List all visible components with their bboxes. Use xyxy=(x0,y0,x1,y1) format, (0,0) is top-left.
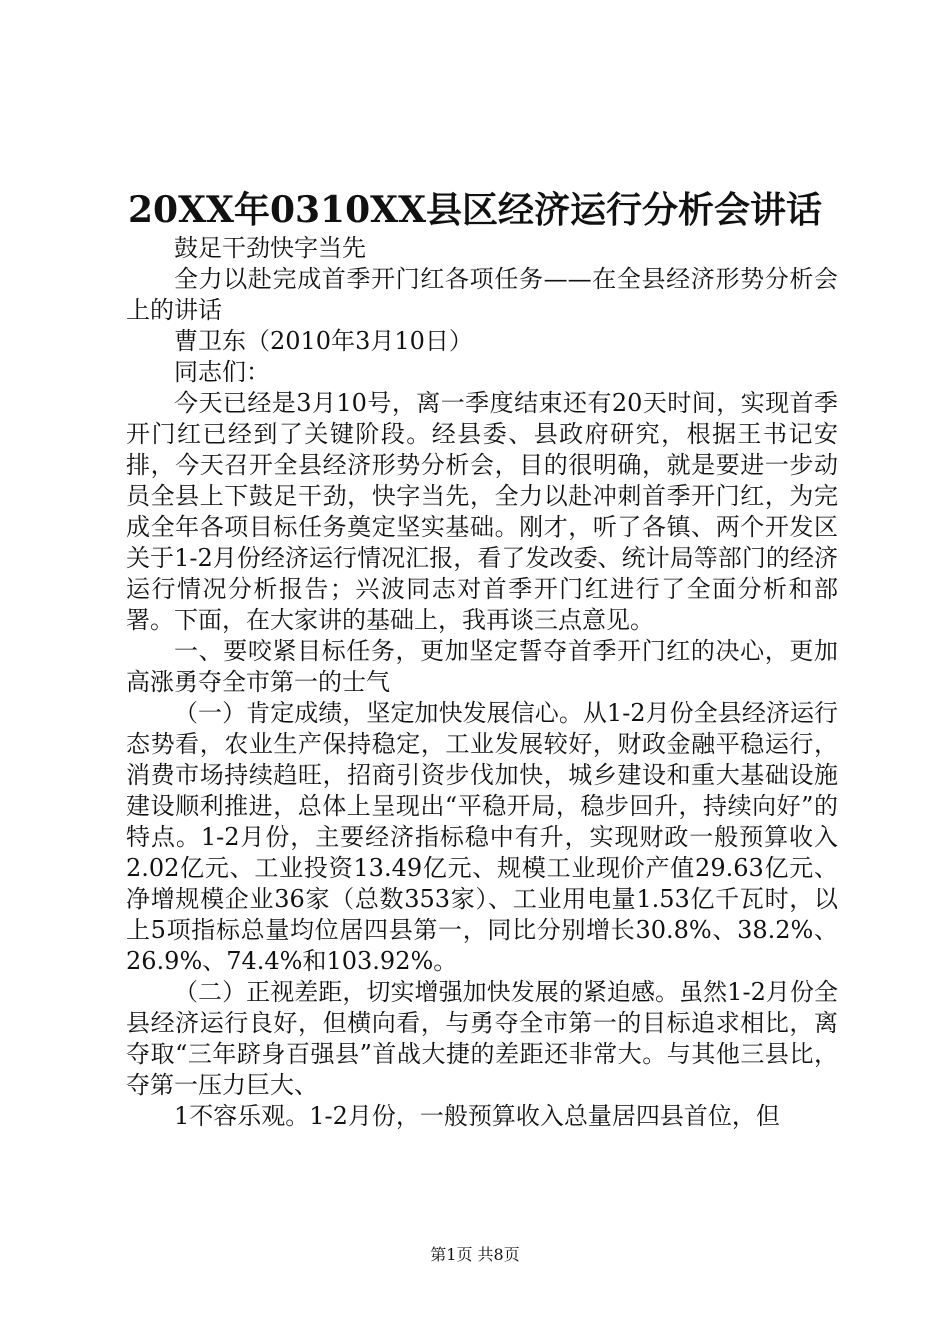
speaker-date: 曹卫东（2010年3月10日） xyxy=(174,327,473,355)
body-paragraph: 今天已经是3月10号，离一季度结束还有20天时间，实现首季开门红已经到了关键阶段。经县委、县政府研究，根据王书记安排，今天召开全县经济形势分析会，目的很明确，就是要进一步动员全县上下鼓足干劲，快字当先，全力以赴冲刺首季开门红，为完成全年各项目标任务奠定坚实基础。刚才，听了各镇、两个开发区关于1-2月份经济运行情况汇报，看了发改委、统计局等部门的经济运行情况分析报告；兴波同志对首季开门红进行了全面分析和部署。下面，在大家讲的基础上，我再谈三点意见。 xyxy=(126,389,838,634)
document-body xyxy=(126,233,838,1132)
document-title: 20XX年0310XX县区经济运行分析会讲话 xyxy=(127,189,823,231)
page-number: 第1页 共8页 xyxy=(430,1245,520,1264)
body-paragraph: 1不容乐观。1-2月份，一般预算收入总量居四县首位，但 xyxy=(174,1102,780,1130)
speech-heading: 全力以赴完成首季开门红各项任务——在全县经济形势分析会上的讲话 xyxy=(126,265,838,324)
body-paragraph: （一）肯定成绩，坚定加快发展信心。从1-2月份全县经济运行态势看，农业生产保持稳定，工业发展较好，财政金融平稳运行，消费市场持续趋旺，招商引资步伐加快，城乡建设和重大基础设施建设顺利推进，总体上呈现出“平稳开局，稳步回升，持续向好”的特点。1-2月份，主要经济指标稳中有升，实现财政一般预算收入2.02亿元、工业投资13.49亿元、规模工业现价产值29.63亿元、净增规模企业36家（总数353家）、工业用电量1.53亿千瓦时，以上5项指标总量均位居四县第一，同比分别增长30.8%、38.2%、26.9%、74.4%和103.92%。 xyxy=(126,699,838,975)
subtitle-line: 鼓足干劲快字当先 xyxy=(174,234,366,262)
section-heading: 一、要咬紧目标任务，更加坚定誓夺首季开门红的决心，更加高涨勇夺全市第一的士气 xyxy=(126,637,838,696)
salutation: 同志们： xyxy=(174,358,270,386)
body-paragraph: （二）正视差距，切实增强加快发展的紧迫感。虽然1-2月份全县经济运行良好，但横向看，与勇夺全市第一的目标追求相比，离夺取“三年跻身百强县”首战大捷的差距还非常大。与其他三县比，夺第一压力巨大、 xyxy=(126,978,838,1099)
